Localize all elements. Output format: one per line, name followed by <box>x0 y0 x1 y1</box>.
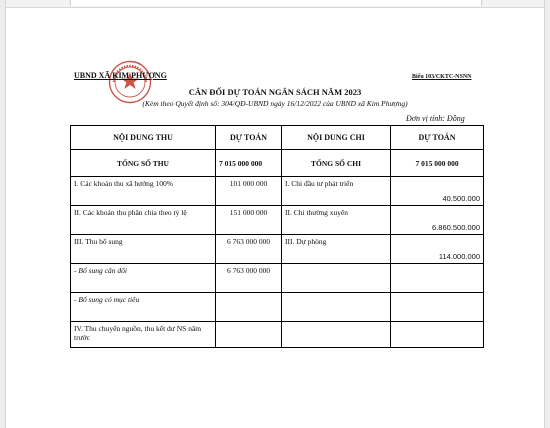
expense-amount: 114.000.000 <box>391 235 484 264</box>
table-header-row <box>71 126 484 150</box>
header-expense-content: NỘI DUNG CHI <box>282 126 391 150</box>
revenue-amount <box>216 293 282 322</box>
revenue-amount: 151 000 000 <box>216 206 282 235</box>
table-row <box>71 322 484 348</box>
table-row <box>71 177 484 206</box>
revenue-item: - Bổ sung có mục tiêu <box>71 293 216 322</box>
expense-item: II. Chi thường xuyên <box>282 206 391 235</box>
revenue-amount <box>216 322 282 348</box>
page-tab <box>70 0 482 6</box>
revenue-amount: 6 763 000 000 <box>216 235 282 264</box>
expense-item <box>282 293 391 322</box>
revenue-amount: 6 763 000 000 <box>216 264 282 293</box>
expense-item: I. Chi đầu tư phát triển <box>282 177 391 206</box>
expense-amount: 6.860.500.000 <box>391 206 484 235</box>
total-expense-value: 7 015 000 000 <box>391 150 484 177</box>
total-revenue-value: 7 015 000 000 <box>216 150 282 177</box>
header-revenue-content: NỘI DUNG THU <box>71 126 216 150</box>
expense-item: III. Dự phòng <box>282 235 391 264</box>
expense-amount <box>391 293 484 322</box>
revenue-item: IV. Thu chuyển nguồn, thu kết dư NS năm trước <box>71 322 216 348</box>
revenue-amount: 101 000 000 <box>216 177 282 206</box>
table-row <box>71 235 484 264</box>
header-expense-estimate: DỰ TOÁN <box>391 126 484 150</box>
document-subtitle: (Kèm theo Quyết định số: 304/QĐ-UBND ngày 16/12/2022 của UBND xã Kim Phượng) <box>142 99 408 108</box>
unit-label: Đơn vị tính: Đồng <box>406 114 465 123</box>
table-row <box>71 206 484 235</box>
header-revenue-estimate: DỰ TOÁN <box>216 126 282 150</box>
total-row <box>71 150 484 177</box>
total-revenue-label: TỔNG SỐ THU <box>71 150 216 177</box>
expense-amount <box>391 264 484 293</box>
budget-table <box>70 125 484 348</box>
total-expense-label: TỔNG SỐ CHI <box>282 150 391 177</box>
expense-amount: 40.500.000 <box>391 177 484 206</box>
form-code: Biểu 103/CKTC-NSNN <box>412 74 472 80</box>
revenue-item: II. Các khoản thu phân chia theo tỷ lệ <box>71 206 216 235</box>
expense-item <box>282 264 391 293</box>
document-title: CÂN ĐỐI DỰ TOÁN NGÂN SÁCH NĂM 2023 <box>188 87 362 97</box>
revenue-item: - Bổ sung cân đối <box>71 264 216 293</box>
expense-item <box>282 322 391 348</box>
table-row <box>71 264 484 293</box>
expense-amount <box>391 322 484 348</box>
left-scroll-edge <box>0 0 6 428</box>
revenue-item: III. Thu bổ sung <box>71 235 216 264</box>
revenue-item: I. Các khoản thu xã hưởng 100% <box>71 177 216 206</box>
right-scroll-edge[interactable] <box>544 0 550 428</box>
table-row <box>71 293 484 322</box>
viewer-top-bar <box>0 0 550 8</box>
agency-name: UBND XÃ KIM PHƯỢNG <box>74 71 167 80</box>
official-seal <box>108 60 152 104</box>
